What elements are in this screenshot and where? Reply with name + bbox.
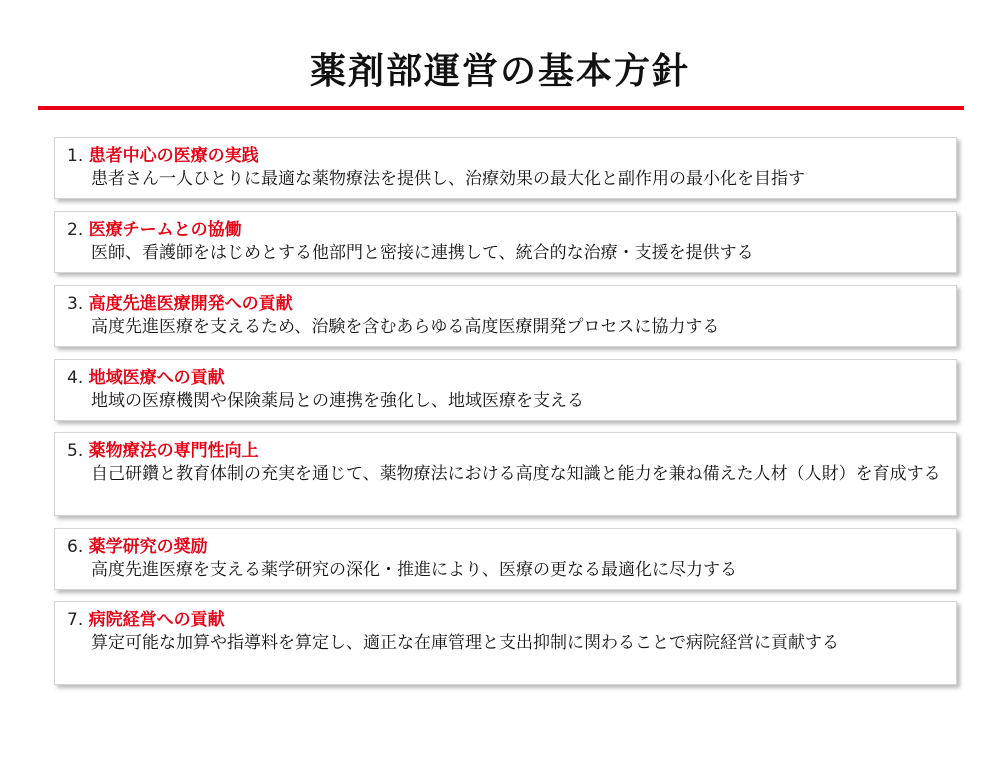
- policy-number: 6.: [67, 537, 84, 557]
- policy-item-2: [54, 211, 957, 273]
- policy-item-4: [54, 359, 957, 421]
- policy-title: 高度先進医療開発への貢献: [88, 294, 293, 314]
- policy-description: 医師、看護師をはじめとする他部門と密接に連携して、統合的な治療・支援を提供する: [91, 243, 754, 263]
- page-title: 薬剤部運営の基本方針: [309, 51, 690, 92]
- policy-title: 薬学研究の奨励: [88, 537, 208, 557]
- policy-heading: [67, 535, 208, 559]
- policy-heading: [67, 292, 293, 316]
- policy-number: 1.: [67, 146, 84, 166]
- policy-description: 算定可能な加算や指導料を算定し、適正な在庫管理と支出抑制に関わることで病院経営に貢献する: [91, 633, 839, 653]
- policy-title: 薬物療法の専門性向上: [88, 441, 259, 461]
- policy-heading: [67, 439, 259, 463]
- policy-title: 病院経営への貢献: [88, 610, 225, 630]
- title-divider: [38, 106, 964, 110]
- policy-heading: [67, 218, 242, 242]
- policy-number: 7.: [67, 610, 84, 630]
- policy-item-3: [54, 285, 957, 347]
- policy-description: 高度先進医療を支えるため、治験を含むあらゆる高度医療開発プロセスに協力する: [91, 317, 720, 337]
- policy-number: 4.: [67, 368, 84, 388]
- policy-title: 医療チームとの協働: [88, 220, 242, 240]
- policy-description: 地域の医療機関や保険薬局との連携を強化し、地域医療を支える: [91, 391, 584, 411]
- policy-description: 患者さん一人ひとりに最適な薬物療法を提供し、治療効果の最大化と副作用の最小化を目指す: [91, 169, 805, 189]
- policy-number: 5.: [67, 441, 84, 461]
- policy-heading: [67, 608, 225, 632]
- policy-description: 高度先進医療を支える薬学研究の深化・推進により、医療の更なる最適化に尽力する: [91, 560, 737, 580]
- policy-heading: [67, 366, 225, 390]
- policy-item-5: [54, 432, 957, 516]
- policy-heading: [67, 144, 259, 168]
- policy-title: 患者中心の医療の実践: [88, 146, 259, 166]
- policy-description: 自己研鑽と教育体制の充実を通じて、薬物療法における高度な知識と能力を兼ね備えた人材（人財）を育成する: [91, 464, 941, 484]
- policy-item-1: [54, 137, 957, 199]
- policy-title: 地域医療への貢献: [88, 368, 225, 388]
- policy-item-6: [54, 528, 957, 590]
- policy-item-7: [54, 601, 957, 685]
- policy-number: 3.: [67, 294, 84, 314]
- policy-number: 2.: [67, 220, 84, 240]
